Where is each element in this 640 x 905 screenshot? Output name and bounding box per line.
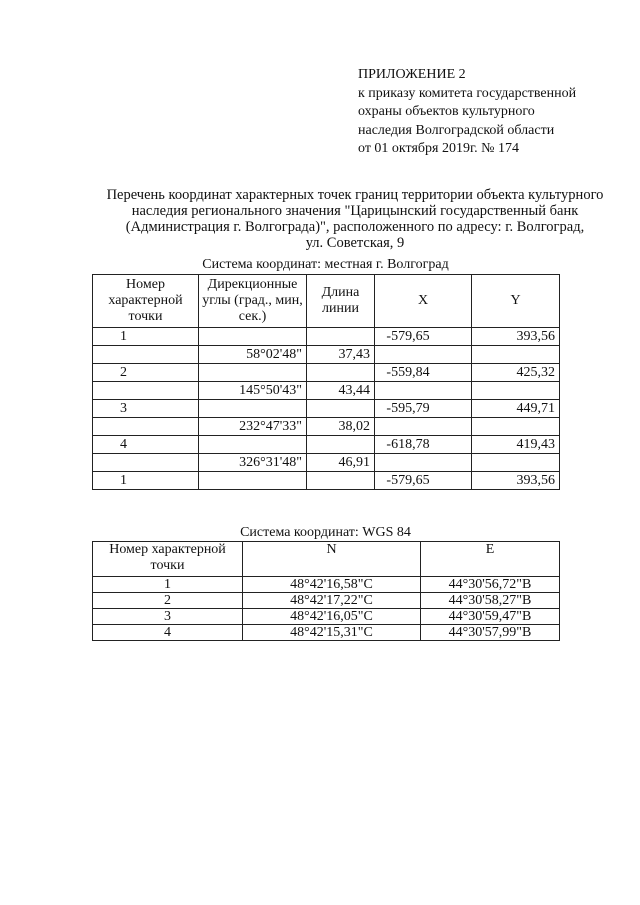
wgs84-coordinates-table bbox=[92, 541, 560, 641]
cell-x: -579,65 bbox=[375, 472, 472, 490]
cell-point: 3 bbox=[93, 400, 199, 418]
cell-length: 43,44 bbox=[307, 382, 375, 400]
cell-point: 1 bbox=[93, 472, 199, 490]
appendix-block bbox=[358, 66, 576, 159]
cell-angle bbox=[199, 364, 307, 382]
appendix-line: от 01 октября 2019г. № 174 bbox=[358, 141, 520, 156]
cell-angle: 326°31'48" bbox=[199, 454, 307, 472]
table-row bbox=[93, 328, 560, 346]
cell-y bbox=[472, 382, 560, 400]
table-row bbox=[93, 472, 560, 490]
table-row bbox=[93, 400, 560, 418]
cell-y bbox=[472, 346, 560, 364]
table-row bbox=[93, 418, 560, 436]
cell-e: 44°30'58,27"В bbox=[421, 593, 560, 609]
table1-caption: Система координат: местная г. Волгоград bbox=[202, 257, 449, 272]
cell-length bbox=[307, 364, 375, 382]
cell-x bbox=[375, 382, 472, 400]
local-coordinates-table bbox=[92, 274, 560, 490]
header-point: Номер характерной точки bbox=[93, 275, 199, 328]
cell-n: 48°42'16,05"С bbox=[243, 609, 421, 625]
cell-length bbox=[307, 472, 375, 490]
cell-point bbox=[93, 382, 199, 400]
cell-x: -559,84 bbox=[375, 364, 472, 382]
header-e: E bbox=[421, 542, 560, 577]
table-row bbox=[93, 577, 560, 593]
cell-point bbox=[93, 454, 199, 472]
cell-angle: 145°50'43" bbox=[199, 382, 307, 400]
header-x: X bbox=[375, 275, 472, 328]
cell-angle bbox=[199, 400, 307, 418]
cell-x: -618,78 bbox=[375, 436, 472, 454]
cell-length: 37,43 bbox=[307, 346, 375, 364]
cell-point: 2 bbox=[93, 364, 199, 382]
title-line: наследия регионального значения "Царицынский государственный банк bbox=[131, 203, 579, 219]
title-line: (Администрация г. Волгограда)", расположенного по адресу: г. Волгоград, bbox=[125, 219, 585, 235]
table-header-row bbox=[93, 275, 560, 328]
appendix-line: наследия Волгоградской области bbox=[358, 122, 555, 138]
cell-length bbox=[307, 400, 375, 418]
appendix-line: ПРИЛОЖЕНИЕ 2 bbox=[358, 67, 466, 82]
cell-point: 1 bbox=[93, 328, 199, 346]
cell-x bbox=[375, 454, 472, 472]
cell-angle bbox=[199, 472, 307, 490]
cell-angle bbox=[199, 328, 307, 346]
cell-e: 44°30'59,47"В bbox=[421, 609, 560, 625]
header-n: N bbox=[243, 542, 421, 577]
cell-n: 48°42'16,58"С bbox=[243, 577, 421, 593]
table-row bbox=[93, 436, 560, 454]
table-row bbox=[93, 346, 560, 364]
cell-length bbox=[307, 328, 375, 346]
cell-length: 38,02 bbox=[307, 418, 375, 436]
table-row bbox=[93, 625, 560, 641]
cell-point bbox=[93, 418, 199, 436]
cell-point: 2 bbox=[93, 593, 243, 609]
table-row bbox=[93, 609, 560, 625]
cell-x bbox=[375, 418, 472, 436]
cell-point: 1 bbox=[93, 577, 243, 593]
cell-length bbox=[307, 436, 375, 454]
cell-point: 3 bbox=[93, 609, 243, 625]
header-point: Номер характерной точки bbox=[93, 542, 243, 577]
header-angle: Дирекционные углы (град., мин, сек.) bbox=[199, 275, 307, 328]
table-header-row bbox=[93, 542, 560, 577]
cell-e: 44°30'56,72"В bbox=[421, 577, 560, 593]
cell-x: -595,79 bbox=[375, 400, 472, 418]
table-row bbox=[93, 454, 560, 472]
cell-y: 449,71 bbox=[472, 400, 560, 418]
cell-length: 46,91 bbox=[307, 454, 375, 472]
title-line: ул. Советская, 9 bbox=[305, 235, 405, 251]
cell-angle bbox=[199, 436, 307, 454]
header-y: Y bbox=[472, 275, 560, 328]
cell-x: -579,65 bbox=[375, 328, 472, 346]
cell-x bbox=[375, 346, 472, 364]
cell-point: 4 bbox=[93, 625, 243, 641]
cell-e: 44°30'57,99"В bbox=[421, 625, 560, 641]
cell-y bbox=[472, 454, 560, 472]
cell-n: 48°42'17,22"С bbox=[243, 593, 421, 609]
cell-y: 393,56 bbox=[472, 328, 560, 346]
title-line: Перечень координат характерных точек границ территории объекта культурного bbox=[106, 187, 604, 203]
table2-caption: Система координат: WGS 84 bbox=[240, 525, 411, 540]
cell-point: 4 bbox=[93, 436, 199, 454]
appendix-line: к приказу комитета государственной bbox=[358, 85, 577, 101]
cell-n: 48°42'15,31"С bbox=[243, 625, 421, 641]
table-row bbox=[93, 364, 560, 382]
cell-angle: 58°02'48" bbox=[199, 346, 307, 364]
header-length: Длина линии bbox=[307, 275, 375, 328]
appendix-line: охраны объектов культурного bbox=[358, 104, 535, 119]
cell-y: 393,56 bbox=[472, 472, 560, 490]
cell-y bbox=[472, 418, 560, 436]
table-row bbox=[93, 382, 560, 400]
table-row bbox=[93, 593, 560, 609]
cell-y: 419,43 bbox=[472, 436, 560, 454]
cell-y: 425,32 bbox=[472, 364, 560, 382]
document-title bbox=[70, 187, 640, 251]
cell-point bbox=[93, 346, 199, 364]
cell-angle: 232°47'33" bbox=[199, 418, 307, 436]
